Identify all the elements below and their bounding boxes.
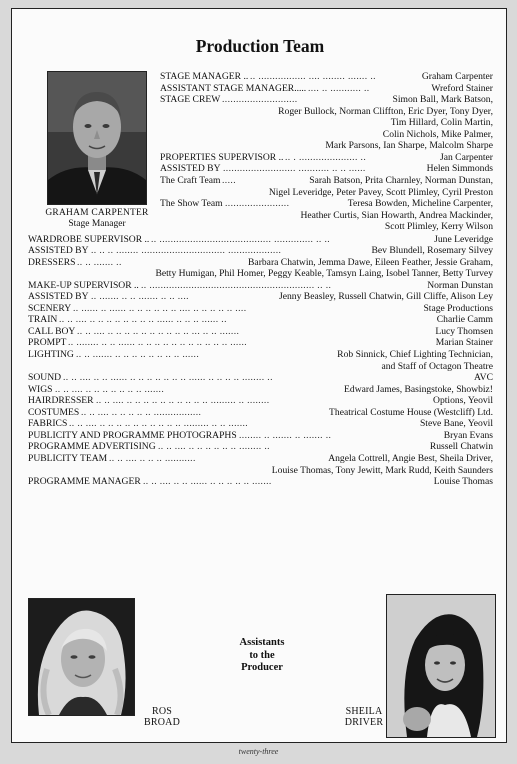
- credit-row: [160, 221, 493, 232]
- credit-names: Mark Parsons, Ian Sharpe, Malcolm Sharpe: [325, 140, 493, 152]
- credit-role: MAKE-UP SUPERVISOR ..: [28, 279, 139, 291]
- credit-names: Tim Hillard, Colin Martin,: [390, 117, 493, 129]
- credit-names: Louise Thomas, Tony Jewitt, Mark Rudd, Keith Saunders: [271, 464, 493, 476]
- credit-row: [160, 198, 493, 209]
- credit-role: HAIRDRESSER: [28, 395, 94, 407]
- credit-names: Options, Yeovil: [433, 395, 493, 407]
- credit-names: Edward James, Basingstoke, Showbiz!: [344, 383, 493, 395]
- portrait-first-name: ROS: [151, 706, 173, 717]
- credit-row: [160, 210, 493, 221]
- credit-row: [160, 106, 493, 117]
- credit-role: ASSISTED BY: [28, 291, 89, 303]
- credit-row: [28, 453, 493, 464]
- assistants-heading: [212, 637, 312, 675]
- credit-role: PUBLICITY TEAM: [28, 452, 108, 464]
- credit-role: FABRICS: [28, 418, 68, 430]
- credit-row: [28, 395, 493, 406]
- credit-row: [28, 384, 493, 395]
- credit-row: [160, 71, 493, 82]
- leader-dots: .... .. ........... ..: [308, 82, 370, 94]
- portrait-ros-broad: [28, 598, 135, 716]
- credit-role: ASSISTED BY: [28, 245, 89, 257]
- credit-row: [28, 407, 493, 418]
- leader-dots: .. .. .... .. .. .. .. .. .. .. .. .. .. ......... .. .. .......: [69, 418, 249, 430]
- credit-names: Colin Nichols, Mike Palmer,: [382, 128, 493, 140]
- credit-names: Charlie Camm: [436, 314, 493, 326]
- credit-names: Scott Plimley, Kerry Wilson: [384, 221, 493, 233]
- credit-row: [28, 291, 493, 302]
- credit-row: [28, 441, 493, 452]
- credit-names: Bev Blundell, Rosemary Silvey: [371, 245, 493, 257]
- credit-row: [28, 349, 493, 360]
- leader-dots: .. .. .... .. .. ...... .. .. .. .. .. .. .. ...... .. .. .. .. ........ ..: [63, 372, 273, 384]
- credit-names: Stage Productions: [423, 302, 493, 314]
- credit-row: [160, 83, 493, 94]
- credit-role: SOUND: [28, 372, 62, 384]
- page-title: Production Team: [195, 36, 325, 56]
- credit-row: [160, 94, 493, 105]
- credit-names: Rob Sinnick, Chief Lighting Technician,: [337, 349, 493, 360]
- leader-dots: .......................: [225, 198, 290, 210]
- credit-names: Teresa Bowden, Micheline Carpenter,: [347, 198, 493, 210]
- credit-row: [28, 418, 493, 429]
- credit-role: PROGRAMME MANAGER: [28, 476, 141, 488]
- credit-row: [160, 140, 493, 151]
- leader-dots: .. ................. .... ........ ....... ..: [250, 71, 376, 82]
- credit-names: June Leveridge: [434, 233, 493, 245]
- credit-role: STAGE MANAGER ..: [160, 71, 249, 82]
- credit-names: Russell Chatwin: [429, 441, 493, 453]
- credit-names: Heather Curtis, Sian Howarth, Andrea Mackinder,: [300, 209, 493, 221]
- leader-dots: .. .. .... .. .. .. .. .. .. .. .. .. .. ... .. .. .......: [77, 325, 240, 337]
- credit-names: Steve Bane, Yeovil: [419, 418, 493, 430]
- credit-row: [28, 280, 493, 291]
- leader-dots: .. . ..................... ..: [285, 151, 367, 163]
- portrait-role: Stage Manager: [68, 219, 126, 229]
- credit-row: [160, 175, 493, 186]
- assistants-heading-line: to the: [249, 649, 275, 661]
- credit-row: [160, 152, 493, 163]
- credit-row: [28, 268, 493, 279]
- credit-role: The Craft Team: [160, 174, 221, 186]
- leader-dots: .. .. .... .. .. .. .. .. .. .. .......: [55, 383, 165, 395]
- credit-role: CALL BOY: [28, 325, 76, 337]
- credit-role: ASSISTED BY: [160, 163, 221, 175]
- credit-row: [28, 372, 493, 383]
- leader-dots: .. .. .... .. .. .. .. .. .. .. .. .. .. ......... .. ........: [96, 395, 270, 407]
- credit-row: [28, 465, 493, 476]
- credit-names: Angela Cottrell, Angie Best, Sheila Driver,: [328, 452, 493, 464]
- leader-dots: .. .. ....... .. .. .. .. .. .. .. .. ......: [76, 349, 200, 360]
- credit-names: Betty Humigan, Phil Homer, Peggy Keable, Tamsyn Laing, Isobel Tanner, Betty Turvey: [155, 268, 493, 280]
- leader-dots: .. .. .... .. .. .. .. .. .. .. .. ...... .. .. .. ...... ..: [59, 314, 227, 326]
- credit-row: [160, 187, 493, 198]
- credit-role: SCENERY: [28, 302, 72, 314]
- portrait-first-name: SHEILA: [345, 706, 383, 717]
- credit-row: [160, 163, 493, 174]
- credit-names: Graham Carpenter: [421, 71, 493, 82]
- credit-role: WIGS: [28, 383, 53, 395]
- credit-names: Louise Thomas: [433, 476, 493, 488]
- credit-names: Roger Bullock, Norman Cliffton, Eric Dyer, Tony Dyer,: [278, 105, 493, 117]
- credit-names: Bryan Evans: [443, 429, 493, 441]
- credit-role: PUBLICITY AND PROGRAMME PHOTOGRAPHS: [28, 429, 237, 441]
- credit-names: Jenny Beasley, Russell Chatwin, Gill Cliffe, Alison Ley: [279, 291, 493, 303]
- leader-dots: .. .. .... .. .. .. .. .. .................: [81, 406, 202, 418]
- leader-dots: .. ....... .. .. ....... .. .. ....: [91, 291, 189, 303]
- credit-role: STAGE CREW: [160, 94, 221, 106]
- credit-role: PROMPT: [28, 337, 67, 349]
- leader-dots: .....: [222, 174, 236, 186]
- credit-names: Theatrical Costume House (Westcliff) Ltd.: [329, 406, 493, 418]
- credit-row: [28, 314, 493, 325]
- leader-dots: .. .. .... .. .. .. ...........: [109, 452, 196, 464]
- credit-row: [28, 430, 493, 441]
- leader-dots: .. .. .. ........ .............................. ...................: [91, 245, 282, 257]
- leader-dots: ........ .. ....... .. ....... ..: [239, 429, 332, 441]
- credit-role: ASSISTANT STAGE MANAGER.....: [160, 82, 307, 94]
- programme-page: [11, 8, 507, 743]
- portrait-last-name: BROAD: [143, 717, 180, 728]
- credit-row: [160, 117, 493, 128]
- credit-names: Barbara Chatwin, Jemma Dawe, Eileen Feather, Jessie Graham,: [248, 256, 493, 268]
- leader-dots: .......................... ........... .. .. ......: [223, 163, 366, 175]
- portrait-caption-top: [22, 208, 172, 230]
- credit-row: [28, 234, 493, 245]
- credit-role: PROPERTIES SUPERVISOR ..: [160, 151, 284, 163]
- credit-role: The Show Team: [160, 198, 223, 210]
- credit-role: TRAIN: [28, 314, 58, 326]
- credit-row: [28, 326, 493, 337]
- credit-row: [28, 337, 493, 348]
- credit-names: Helen Simmonds: [426, 163, 493, 175]
- credit-row: [28, 245, 493, 256]
- page-number: twenty-three: [238, 747, 279, 756]
- assistants-heading-line: Assistants: [239, 637, 285, 648]
- leader-dots: .. .. .... .. .. ...... .. .. .. .. .. .......: [143, 476, 272, 488]
- portrait-graham-carpenter: [47, 71, 147, 205]
- credit-names: Sarah Batson, Prita Charnley, Norman Dunstan,: [309, 174, 493, 186]
- credit-names: Simon Ball, Mark Batson,: [392, 94, 493, 106]
- leader-dots: .. .. .... .. .. .. .. .. .. ........ ..: [158, 441, 270, 453]
- assistants-heading-line: Producer: [241, 662, 283, 673]
- portrait-sheila-driver: [386, 594, 496, 738]
- leader-dots: .. ........................................ .............. .. ..: [151, 233, 331, 245]
- leader-dots: .. ........................................................... .. ..: [141, 279, 332, 291]
- credit-row: [28, 303, 493, 314]
- credit-names: Nigel Leveridge, Peter Pavey, Scott Plimley, Cyril Preston: [268, 186, 493, 198]
- credit-row: [28, 257, 493, 268]
- portrait-caption-ros: [132, 706, 192, 728]
- credit-names: Jan Carpenter: [439, 151, 493, 163]
- credit-names: AVC: [473, 372, 493, 384]
- credit-row: [28, 476, 493, 487]
- leader-dots: .. .. ....... ..: [77, 256, 122, 268]
- credit-names: Lucy Thomsen: [435, 325, 493, 337]
- credit-names: and Staff of Octagon Theatre: [381, 360, 493, 372]
- leader-dots: .. ........ .. .. ...... .. .. .. .. .. .. .. .. .. .. .. ......: [68, 337, 248, 349]
- portrait-caption-sheila: [334, 706, 394, 728]
- credit-role: LIGHTING: [28, 349, 74, 360]
- portrait-name: GRAHAM CARPENTER: [45, 208, 149, 218]
- portrait-last-name: DRIVER: [344, 717, 384, 728]
- credit-row: [160, 129, 493, 140]
- credit-row: [28, 361, 493, 372]
- credit-role: COSTUMES: [28, 406, 80, 418]
- leader-dots: .. ...... .. ...... .. .. .. .. .. .. .... .. .. .. .. .. ....: [73, 302, 247, 314]
- credit-role: PROGRAMME ADVERTISING: [28, 441, 156, 453]
- credit-role: DRESSERS: [28, 256, 76, 268]
- credit-names: Wreford Stainer: [431, 82, 493, 94]
- credit-role: WARDROBE SUPERVISOR ..: [28, 233, 150, 245]
- credit-names: Norman Dunstan: [427, 279, 493, 291]
- leader-dots: ...........................: [222, 94, 298, 106]
- credit-names: Marian Stainer: [435, 337, 493, 349]
